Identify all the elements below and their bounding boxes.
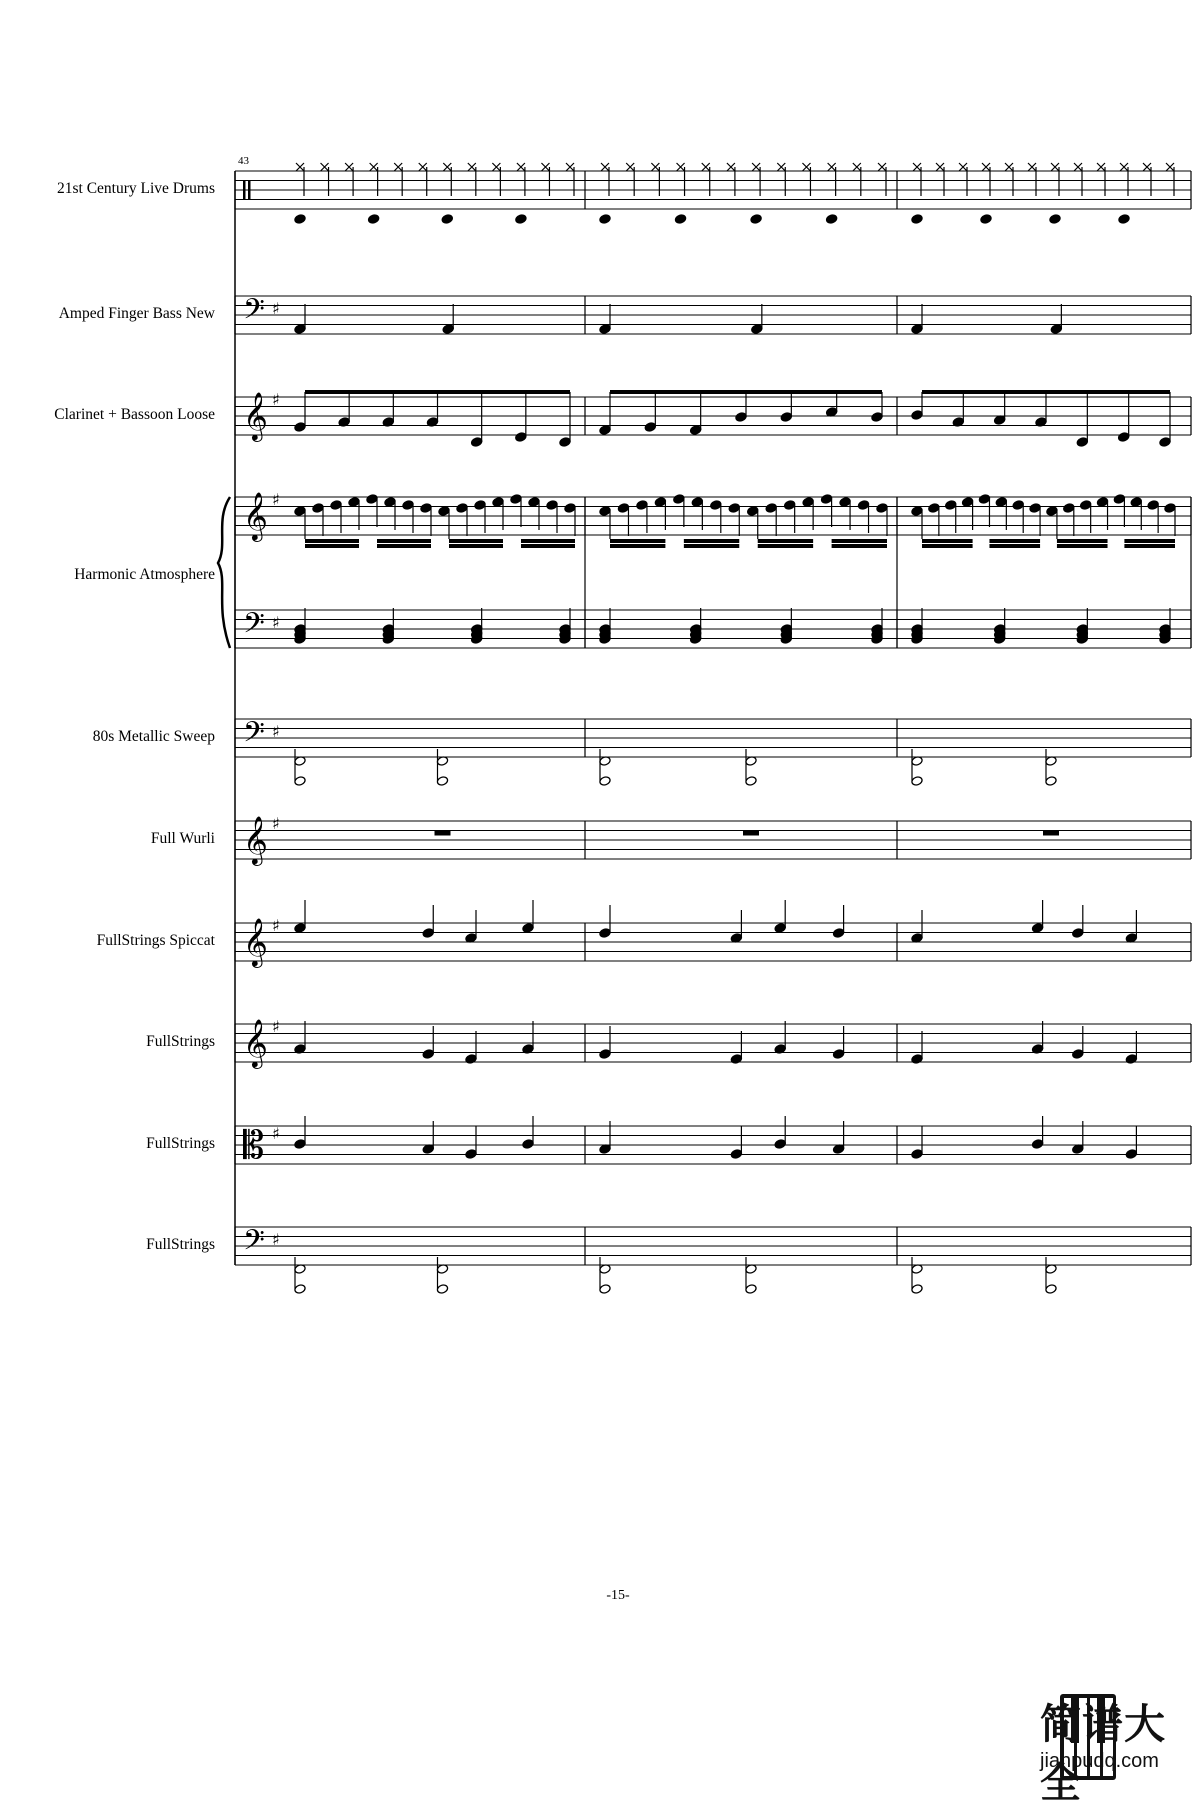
sharp-icon: ♯ xyxy=(272,490,280,509)
kick-note-head xyxy=(599,214,611,225)
note-head xyxy=(456,503,468,514)
instrument-label-spiccat: FullStrings Spiccat xyxy=(96,932,215,949)
cymbal-x-icon xyxy=(419,163,427,171)
cymbal-x-icon xyxy=(982,163,990,171)
note-head xyxy=(1046,506,1058,517)
cymbal-x-icon xyxy=(345,163,353,171)
note-head xyxy=(765,503,777,514)
cymbal-x-icon xyxy=(1005,163,1013,171)
note-head xyxy=(710,500,722,511)
note-head xyxy=(1063,503,1075,514)
note-head xyxy=(783,500,795,511)
note-head xyxy=(510,494,522,505)
note-head xyxy=(559,437,571,448)
half-note-head xyxy=(911,1284,923,1295)
cymbal-x-icon xyxy=(1166,163,1174,171)
sharp-icon: ♯ xyxy=(272,814,280,833)
note-head xyxy=(751,324,763,335)
note-head xyxy=(420,503,432,514)
cymbal-x-icon xyxy=(936,163,944,171)
note-head xyxy=(654,497,666,508)
page-number: -15- xyxy=(606,1588,630,1603)
note-head xyxy=(832,928,844,939)
note-head xyxy=(294,422,306,433)
alto-clef-icon: 𝄡 xyxy=(243,1123,265,1167)
note-head xyxy=(1096,497,1108,508)
half-note-head xyxy=(294,1284,306,1295)
kick-note-head xyxy=(515,214,527,225)
note-head xyxy=(1159,437,1171,448)
whole-rest-icon xyxy=(1043,831,1059,836)
note-head xyxy=(1117,432,1129,443)
treble-clef-icon: 𝄞 xyxy=(243,917,268,966)
note-head xyxy=(1164,503,1176,514)
sharp-icon: ♯ xyxy=(272,1124,280,1143)
note-head xyxy=(1072,1049,1084,1060)
kick-note-head xyxy=(825,214,837,225)
note-head xyxy=(617,503,629,514)
watermark-text: 简谱大全 xyxy=(1040,1700,1166,1807)
note-head xyxy=(515,432,527,443)
instrument-label-strings-1: FullStrings xyxy=(146,1033,215,1050)
note-head xyxy=(294,923,306,934)
note-head xyxy=(294,506,306,517)
cymbal-x-icon xyxy=(1097,163,1105,171)
note-head xyxy=(564,503,576,514)
cymbal-x-icon xyxy=(626,163,634,171)
kick-note-head xyxy=(980,214,992,225)
note-head xyxy=(978,494,990,505)
instrument-label-strings-2: FullStrings xyxy=(146,1135,215,1152)
half-note-head xyxy=(1045,776,1057,787)
instrument-label-wurli: Full Wurli xyxy=(150,830,215,847)
cymbal-x-icon xyxy=(517,163,525,171)
note-head xyxy=(384,497,396,508)
note-head xyxy=(802,497,814,508)
note-head xyxy=(728,503,740,514)
cymbal-x-icon xyxy=(853,163,861,171)
note-head xyxy=(422,1049,434,1060)
note-head xyxy=(465,1149,477,1160)
watermark-url: jianpudq.com xyxy=(1040,1750,1159,1772)
note-head xyxy=(1050,324,1062,335)
note-head xyxy=(961,497,973,508)
kick-note-head xyxy=(294,214,306,225)
note-head xyxy=(599,324,611,335)
note-head xyxy=(1130,497,1142,508)
note-head xyxy=(599,506,611,517)
instrument-label-harmonic: Harmonic Atmosphere xyxy=(74,566,215,583)
note-head xyxy=(774,1139,786,1150)
note-head xyxy=(474,500,486,511)
cymbal-x-icon xyxy=(1051,163,1059,171)
bass-clef-icon: 𝄢 xyxy=(243,1224,265,1264)
half-note-head xyxy=(911,776,923,787)
instrument-label-bass: Amped Finger Bass New xyxy=(58,305,215,322)
half-note-head xyxy=(599,776,611,787)
note-head xyxy=(911,1054,923,1065)
note-head xyxy=(330,500,342,511)
note-head xyxy=(636,500,648,511)
kick-note-head xyxy=(367,214,379,225)
cymbal-x-icon xyxy=(1074,163,1082,171)
note-head xyxy=(871,412,883,423)
note-head xyxy=(1076,437,1088,448)
note-head xyxy=(1012,500,1024,511)
note-head xyxy=(1147,500,1159,511)
note-head xyxy=(294,324,306,335)
note-head xyxy=(945,500,957,511)
note-head xyxy=(995,497,1007,508)
treble-clef-icon: 𝄞 xyxy=(243,815,268,864)
note-head xyxy=(442,324,454,335)
note-head xyxy=(1079,500,1091,511)
note-head xyxy=(366,494,378,505)
kick-note-head xyxy=(1049,214,1061,225)
measure-number: 43 xyxy=(238,155,249,167)
bass-clef-icon: 𝄢 xyxy=(243,607,265,647)
cymbal-x-icon xyxy=(677,163,685,171)
note-head xyxy=(820,494,832,505)
half-note-head xyxy=(745,1284,757,1295)
half-note-head xyxy=(294,776,306,787)
cymbal-x-icon xyxy=(959,163,967,171)
note-head xyxy=(1031,1139,1043,1150)
note-head xyxy=(1029,503,1041,514)
instrument-label-strings-3: FullStrings xyxy=(146,1236,215,1253)
cymbal-x-icon xyxy=(913,163,921,171)
note-head xyxy=(522,923,534,934)
note-head xyxy=(348,497,360,508)
kick-note-head xyxy=(441,214,453,225)
cymbal-x-icon xyxy=(296,163,304,171)
treble-clef-icon: 𝄞 xyxy=(243,391,268,440)
note-head xyxy=(1113,494,1125,505)
sharp-icon: ♯ xyxy=(272,390,280,409)
cymbal-x-icon xyxy=(777,163,785,171)
note-head xyxy=(528,497,540,508)
note-head xyxy=(492,497,504,508)
cymbal-x-icon xyxy=(566,163,574,171)
cymbal-x-icon xyxy=(752,163,760,171)
kick-note-head xyxy=(911,214,923,225)
half-note-head xyxy=(599,1284,611,1295)
cymbal-x-icon xyxy=(394,163,402,171)
note-head xyxy=(546,500,558,511)
cymbal-x-icon xyxy=(1120,163,1128,171)
note-head xyxy=(470,437,482,448)
cymbal-x-icon xyxy=(878,163,886,171)
sharp-icon: ♯ xyxy=(272,916,280,935)
note-head xyxy=(839,497,851,508)
half-note-head xyxy=(745,776,757,787)
grand-staff-brace xyxy=(218,497,230,648)
cymbal-x-icon xyxy=(1143,163,1151,171)
whole-rest-icon xyxy=(435,831,451,836)
treble-clef-icon: 𝄞 xyxy=(243,491,268,540)
note-head xyxy=(911,324,923,335)
percussion-clef-icon xyxy=(248,181,251,199)
sharp-icon: ♯ xyxy=(272,1230,280,1249)
cymbal-x-icon xyxy=(651,163,659,171)
half-note-head xyxy=(436,776,448,787)
note-head xyxy=(438,506,450,517)
treble-clef-icon: 𝄞 xyxy=(243,1018,268,1067)
cymbal-x-icon xyxy=(828,163,836,171)
note-head xyxy=(774,923,786,934)
half-note-head xyxy=(1045,1284,1057,1295)
cymbal-x-icon xyxy=(468,163,476,171)
note-head xyxy=(402,500,414,511)
kick-note-head xyxy=(1118,214,1130,225)
note-head xyxy=(599,1049,611,1060)
note-head xyxy=(911,1149,923,1160)
note-head xyxy=(422,928,434,939)
kick-note-head xyxy=(750,214,762,225)
bass-clef-icon: 𝄢 xyxy=(243,716,265,756)
note-head xyxy=(832,1049,844,1060)
cymbal-x-icon xyxy=(727,163,735,171)
note-head xyxy=(747,506,759,517)
note-head xyxy=(780,412,792,423)
cymbal-x-icon xyxy=(802,163,810,171)
note-head xyxy=(730,1149,742,1160)
note-head xyxy=(599,425,611,436)
note-head xyxy=(1072,928,1084,939)
sharp-icon: ♯ xyxy=(272,1017,280,1036)
cymbal-x-icon xyxy=(702,163,710,171)
cymbal-x-icon xyxy=(1028,163,1036,171)
cymbal-x-icon xyxy=(443,163,451,171)
note-head xyxy=(911,410,923,421)
note-head xyxy=(294,1139,306,1150)
cymbal-x-icon xyxy=(541,163,549,171)
note-head xyxy=(689,425,701,436)
note-head xyxy=(735,412,747,423)
sharp-icon: ♯ xyxy=(272,722,280,741)
note-head xyxy=(928,503,940,514)
cymbal-x-icon xyxy=(370,163,378,171)
cymbal-x-icon xyxy=(601,163,609,171)
note-head xyxy=(522,1139,534,1150)
note-head xyxy=(911,506,923,517)
kick-note-head xyxy=(674,214,686,225)
half-note-head xyxy=(436,1284,448,1295)
note-head xyxy=(465,1054,477,1065)
percussion-clef-icon xyxy=(243,181,246,199)
note-head xyxy=(599,928,611,939)
bass-clef-icon: 𝄢 xyxy=(243,293,265,333)
cymbal-x-icon xyxy=(321,163,329,171)
sharp-icon: ♯ xyxy=(272,613,280,632)
sharp-icon: ♯ xyxy=(272,299,280,318)
note-head xyxy=(1031,923,1043,934)
instrument-label-clarinet: Clarinet + Bassoon Loose xyxy=(54,406,215,423)
note-head xyxy=(691,497,703,508)
instrument-label-drums: 21st Century Live Drums xyxy=(57,180,215,197)
cymbal-x-icon xyxy=(492,163,500,171)
note-head xyxy=(1125,1054,1137,1065)
note-head xyxy=(730,1054,742,1065)
note-head xyxy=(312,503,324,514)
note-head xyxy=(673,494,685,505)
instrument-label-metallic: 80s Metallic Sweep xyxy=(92,728,215,745)
note-head xyxy=(876,503,888,514)
note-head xyxy=(644,422,656,433)
note-head xyxy=(857,500,869,511)
whole-rest-icon xyxy=(743,831,759,836)
note-head xyxy=(1125,1149,1137,1160)
